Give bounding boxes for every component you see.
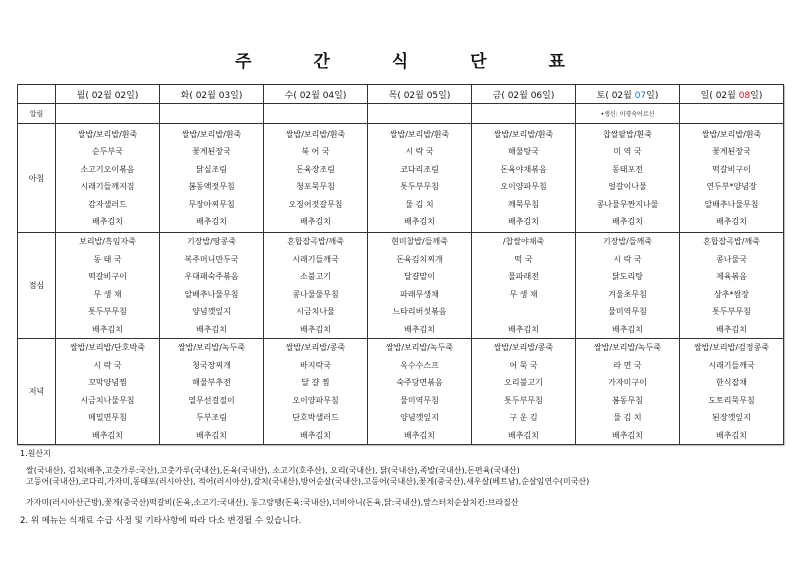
dish-item: 느타리버섯볶음	[392, 307, 447, 316]
dish-item: 배추김치	[92, 430, 123, 440]
dish-item: 혼합잡곡밥/깨죽	[703, 237, 760, 246]
dish-item: 청국장찌개	[192, 360, 231, 370]
dish-item: 쌀밥/보리밥/흰죽	[389, 129, 450, 139]
dish-item: 구 운 김	[509, 413, 538, 422]
dish-item: 배추김치	[196, 430, 227, 440]
menu-cell	[368, 124, 472, 233]
day-header-mon	[56, 85, 160, 104]
dish-item: 양념깻잎지	[400, 413, 439, 422]
notice-row	[18, 104, 784, 124]
origin-line-2: 고등어(국내산),코다리,가자미,동태포(러시아산), 적어(러시아산),갈치(국내산),방어순살(국내산),고등어(국내산),꽃게(중국산),새우살(베트남),순살임연수(미국산)	[26, 477, 590, 486]
dish-item: 청포묵무침	[296, 182, 335, 191]
dish-item: 배추김치	[196, 217, 227, 226]
dish-item: 파래무생채	[400, 289, 439, 299]
dish-item: 기장밥/땅콩죽	[186, 237, 237, 246]
dish-item: 해물부추전	[192, 378, 231, 387]
dish-item: 연두부*양념장	[706, 182, 757, 191]
menu-cell	[472, 339, 576, 445]
dish-item: 깨묵무침	[508, 199, 539, 209]
dish-item: 배추김치	[508, 217, 539, 226]
dish-item: 돈육야채볶음	[500, 164, 547, 174]
dish-item: 현미찰밥/들깨죽	[391, 237, 448, 246]
menu-cell	[264, 124, 368, 233]
dish-item: 배추김치	[508, 430, 539, 440]
dish-item: 시 락 국	[613, 254, 642, 264]
dish-item: 쌀밥/보리밥/흰죽	[701, 129, 762, 139]
dish-item: 배추김치	[404, 430, 435, 440]
dish-item: 찹쌀팥밥/흰죽	[602, 129, 653, 139]
notice-cell-birthday: •생신: 이경숙어르신	[576, 104, 680, 124]
dish-item: 닭실조림	[196, 164, 227, 174]
dish-item	[472, 303, 575, 321]
corner-cell	[18, 85, 56, 104]
dish-item: 꽃게된장국	[712, 147, 751, 156]
day-header-text: 일( 02월	[700, 90, 739, 101]
day-header-text: 목( 02월 05일)	[388, 90, 451, 101]
dish-item: 쌀밥/보리밥/녹두죽	[177, 343, 246, 352]
dish-item: 쌀밥/보리밥/녹두죽	[385, 343, 454, 352]
menu-cell	[264, 339, 368, 445]
notice-cell	[160, 104, 264, 124]
menu-cell	[56, 339, 160, 445]
dish-item: 오이양파무침	[292, 395, 339, 405]
day-header-thu	[368, 85, 472, 104]
dish-item: 배추김치	[404, 324, 435, 334]
menu-cell	[576, 339, 680, 445]
menu-cell	[160, 124, 264, 233]
dish-item: 보리밥/흑임자죽	[79, 237, 136, 246]
dish-item: 배추김치	[92, 217, 123, 226]
dish-item: 얼갈이나물	[608, 182, 647, 191]
dish-item: 쌀밥/보리밥/흰죽	[285, 129, 346, 139]
dish-item: 무 생 채	[93, 289, 122, 299]
dish-item: 떡갈비구이	[88, 272, 127, 281]
dish-item: 물파래전	[508, 272, 539, 281]
menu-cell	[472, 124, 576, 233]
sunday-date: 08	[738, 90, 751, 101]
dish-item: 가자미구이	[608, 378, 647, 387]
dish-item: 물미역무침	[400, 395, 439, 405]
dish-item: 쌀밥/보리밥/단호박죽	[70, 343, 145, 352]
dish-item: 톳두부무침	[504, 395, 543, 405]
dish-item: 쌀밥/보리밥/검정콩죽	[694, 343, 769, 352]
dish-item: 돈육장조림	[296, 164, 335, 174]
dish-item: 배추김치	[300, 430, 331, 440]
dish-item: 시금치나물	[296, 307, 335, 316]
menu-cell	[264, 233, 368, 339]
dish-item: 혼합잡곡밥/깨죽	[287, 237, 344, 246]
dish-item: 시 락 국	[93, 360, 122, 370]
dish-item: 소불고기	[300, 272, 331, 281]
dish-item: 무 생 채	[509, 289, 538, 299]
dish-item: 배추김치	[404, 217, 435, 226]
dish-item: 닭도리탕	[612, 272, 643, 281]
dish-item: 오이양파무침	[500, 182, 547, 191]
dish-item: 코다리조림	[400, 164, 439, 174]
dish-item: 기장밥/들깨죽	[602, 237, 653, 246]
dish-item: 시 락 국	[405, 147, 434, 156]
meal-label-breakfast: 아침	[18, 124, 56, 233]
notice-cell	[56, 104, 160, 124]
page-title: 주 간 식 단 표	[235, 52, 593, 72]
dish-item: 달걀말이	[404, 272, 435, 281]
dish-item: 톳두부무침	[400, 182, 439, 191]
dish-item: 쌀밥/보리밥/흰죽	[181, 129, 242, 139]
menu-cell	[368, 233, 472, 339]
dish-item: 달 걀 찜	[301, 378, 330, 387]
lunch-row	[18, 233, 784, 339]
dish-item: 동태포전	[612, 164, 643, 174]
day-header-sat	[576, 85, 680, 104]
meal-label-dinner: 저녁	[18, 339, 56, 445]
dish-item: 꼬막양념찜	[88, 378, 127, 387]
origin-line-3: 가자미(러시아산근방),꽃게(중국산)떡갈비(돈육,소고기:국내산), 동그랑땡(돈육:국내산),너비아니(돈육,닭:국내산),맘스터치순살치킨:브라질산	[26, 498, 519, 507]
menu-cell	[160, 339, 264, 445]
dish-item: 시금치나물무침	[80, 395, 135, 405]
dish-item: 물미역무침	[608, 307, 647, 316]
notice-cell	[680, 104, 784, 124]
header-row	[18, 85, 784, 104]
notice-cell	[368, 104, 472, 124]
dish-item: 배추김치	[508, 324, 539, 334]
dish-item: 물 김 치	[613, 413, 642, 422]
dish-item: /찹쌀야채죽	[502, 237, 545, 246]
dish-item: 배추김치	[716, 430, 747, 440]
menu-cell	[160, 233, 264, 339]
day-header-text: 월( 02월 02일)	[76, 90, 139, 101]
notice-cell	[264, 104, 368, 124]
menu-cell	[56, 233, 160, 339]
menu-cell	[680, 124, 784, 233]
dish-item: 쌀밥/보리밥/흰죽	[493, 129, 554, 139]
dish-item: 북 어 국	[301, 147, 330, 156]
notice-cell	[472, 104, 576, 124]
day-header-fri	[472, 85, 576, 104]
day-header-suffix: 일)	[750, 90, 763, 101]
dish-item: 봄동무침	[612, 395, 643, 405]
day-header-wed	[264, 85, 368, 104]
menu-cell	[368, 339, 472, 445]
dish-item: 라 면 국	[613, 360, 642, 370]
dish-item: 배추김치	[612, 324, 643, 334]
dish-item: 봄동액젓무침	[188, 182, 235, 191]
dish-item: 오징어젓갈무침	[288, 199, 343, 209]
dish-item: 물 김 치	[405, 199, 434, 209]
weekly-menu-table	[17, 84, 784, 445]
dish-item: 무장아찌무침	[188, 199, 235, 209]
dish-item: 시래기들깨국	[292, 254, 339, 264]
menu-cell	[472, 233, 576, 339]
menu-cell	[680, 339, 784, 445]
day-header-tue	[160, 85, 264, 104]
dinner-row	[18, 339, 784, 445]
menu-cell	[56, 124, 160, 233]
dish-item: 소고기오이볶음	[80, 164, 135, 174]
dish-item: 톳두부무침	[712, 307, 751, 316]
dish-item: 복주머니만두국	[184, 254, 239, 264]
dish-item: 배추김치	[196, 324, 227, 334]
dish-item: 상추*쌈장	[714, 289, 749, 299]
meal-label-lunch: 점심	[18, 233, 56, 339]
breakfast-row	[18, 124, 784, 233]
dish-item: 감자샐러드	[88, 199, 127, 209]
dish-item: 해물탕국	[508, 147, 539, 156]
dish-item: 한식잡채	[716, 378, 747, 387]
dish-item: 시래기들깨지짐	[80, 182, 135, 191]
day-header-text: 화( 02월 03일)	[180, 90, 243, 101]
dish-item: 쌀밥/보리밥/흰죽	[77, 129, 138, 139]
day-header-sun	[680, 85, 784, 104]
dish-item: 알배추나물무침	[704, 199, 759, 209]
dish-item: 두부조림	[196, 413, 227, 422]
dish-item: 메밀면무침	[88, 413, 127, 422]
dish-item: 떡 국	[514, 254, 533, 264]
dish-item: 콩나물국	[716, 254, 747, 264]
dish-item: 알배추나물무침	[184, 289, 239, 299]
dish-item: 제육볶음	[716, 272, 747, 281]
dish-item: 돈육김치찌개	[396, 254, 443, 264]
dish-item: 떡갈비구이	[712, 164, 751, 174]
dish-item: 겨울초무침	[608, 289, 647, 299]
dish-item: 우대패숙주볶음	[184, 272, 239, 281]
day-header-text: 수( 02월 04일)	[284, 90, 347, 101]
notice-label: 알림	[18, 104, 56, 124]
origin-line-1: 쌀(국내산), 김치(배추,고춧가루:국산),고춧가루(국내산),돈육(국내산), 소고기(호주산), 오리(국내산), 닭(국내산),족발(국내산),돈편육(국내산)	[26, 466, 520, 475]
dish-item: 단호박샐러드	[292, 413, 339, 422]
dish-item: 콩나물무짠지나물	[596, 199, 659, 209]
dish-item: 쌀밥/보리밥/녹두죽	[593, 343, 662, 352]
origin-heading: 1.원산지	[20, 449, 51, 458]
dish-item: 열무선걸절이	[188, 395, 235, 405]
dish-item: 배추김치	[716, 217, 747, 226]
menu-cell	[576, 233, 680, 339]
dish-item: 된장깻잎지	[712, 413, 751, 422]
dish-item: 배추김치	[612, 430, 643, 440]
menu-cell	[680, 233, 784, 339]
dish-item: 순두부국	[92, 147, 123, 156]
dish-item: 오리불고기	[504, 378, 543, 387]
dish-item: 배추김치	[300, 217, 331, 226]
dish-item: 쌀밥/보리밥/콩죽	[285, 343, 346, 352]
day-header-text: 토( 02월	[596, 90, 635, 101]
dish-item: 도토리묵무침	[708, 395, 755, 405]
dish-item: 쌀밥/보리밥/콩죽	[493, 343, 554, 352]
dish-item: 동 태 국	[93, 254, 122, 264]
dish-item: 배추김치	[92, 324, 123, 334]
menu-change-note: 2. 위 메뉴는 식재료 수급 사정 및 기타사항에 따라 다소 변경될 수 있습니다.	[20, 516, 302, 526]
dish-item: 배추김치	[716, 324, 747, 334]
dish-item: 미 역 국	[613, 147, 642, 156]
dish-item: 시래기들깨국	[708, 360, 755, 370]
dish-item: 배추김치	[612, 217, 643, 226]
dish-item: 숙주당면볶음	[396, 378, 443, 387]
day-header-suffix: 일)	[646, 90, 659, 101]
dish-item: 배추김치	[300, 324, 331, 334]
dish-item: 양념깻잎지	[192, 307, 231, 316]
day-header-text: 금( 02월 06일)	[492, 90, 555, 101]
dish-item: 톳두부무침	[88, 307, 127, 316]
saturday-date: 07	[634, 90, 647, 101]
dish-item: 어 묵 국	[509, 360, 538, 370]
dish-item: 콩나물물무침	[292, 289, 339, 299]
dish-item: 옥수수스프	[400, 360, 439, 370]
menu-cell	[576, 124, 680, 233]
dish-item: 바지락국	[300, 360, 331, 370]
dish-item: 꽃게된장국	[192, 147, 231, 156]
